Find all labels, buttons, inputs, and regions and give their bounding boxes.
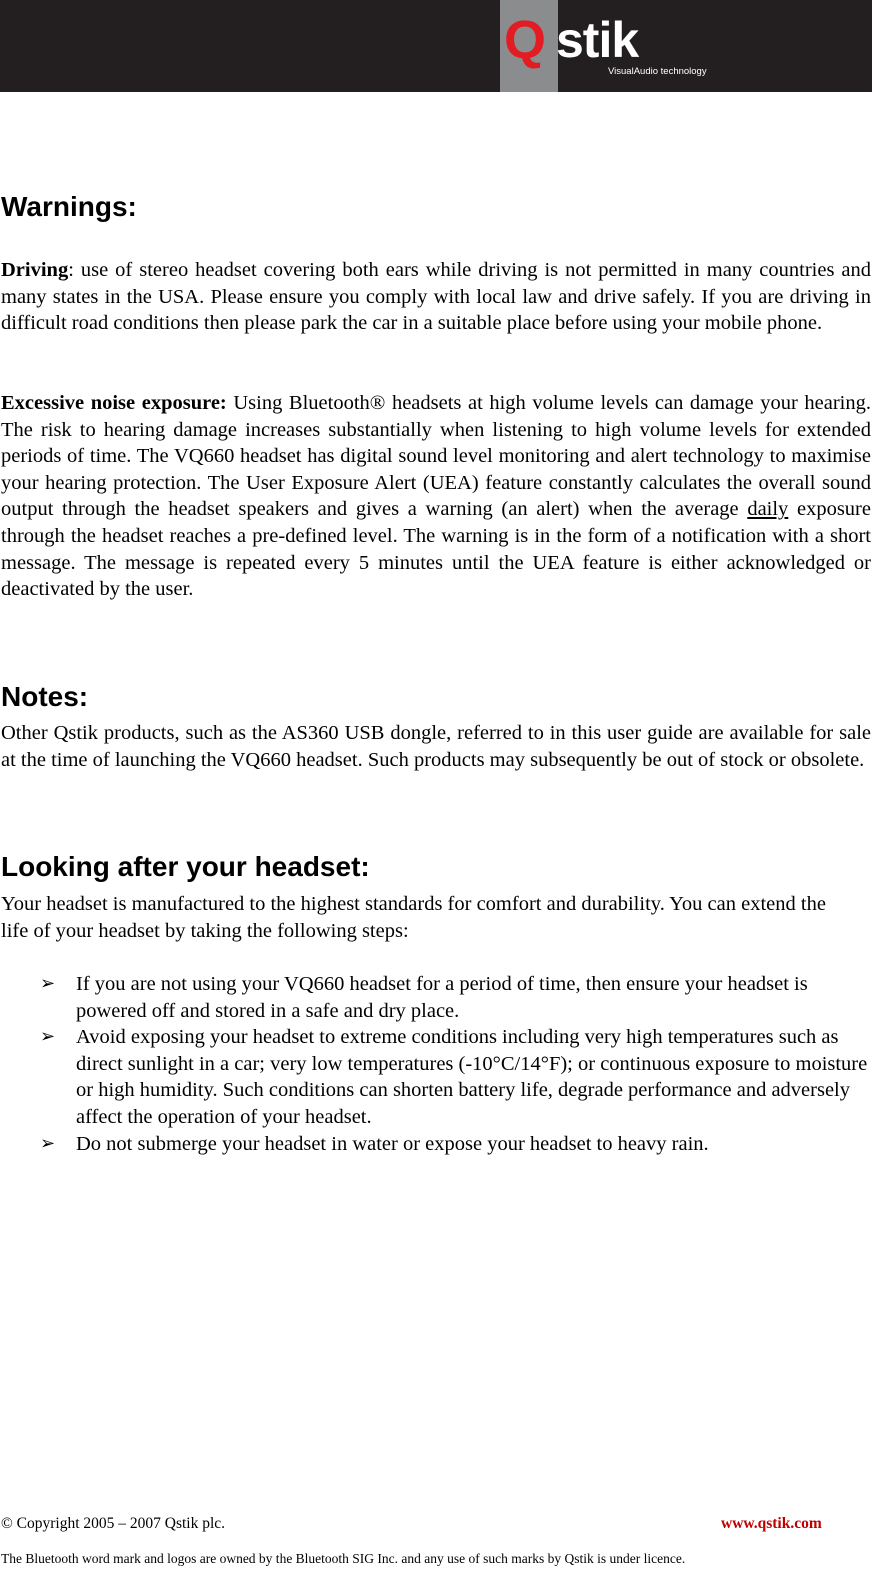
- notes-paragraph: Other Qstik products, such as the AS360 USB dongle, referred to in this user guide are available for sale at the time of launching the VQ660 headset. Such products may subsequently be out of stock or obsolete.: [1, 722, 871, 771]
- arrow-bullet-icon: ➢: [40, 1132, 56, 1154]
- driving-paragraph: [1, 257, 871, 337]
- list-item-text: Do not submerge your headset in water or expose your headset to heavy rain.: [76, 1132, 709, 1155]
- list-item-text: Avoid exposing your headset to extreme conditions including very high temperatures such as direct sunlight in a car; very low temperatures (-10°C/14°F); or continuous exposure to moisture or high humidity. Such conditions can shorten battery life, degrade performance and adversely affect the operation of your headset.: [76, 1026, 868, 1128]
- list-item: [40, 1131, 872, 1158]
- noise-underlined-word: daily: [747, 498, 789, 521]
- arrow-bullet-icon: ➢: [40, 1026, 56, 1048]
- list-item: [40, 971, 872, 1024]
- noise-text-1: Using Bluetooth® headsets at high volume levels can damage your hearing. The risk to hearing damage increases substantially when listening to high volume levels for extended periods of time. The VQ660 headset has digital sound level monitoring and alert technology to maximise your hearing protection. The User Exposure Alert (UEA) feature constantly calculates the overall sound output through the headset speakers and gives a warning (an alert) when the average: [1, 392, 871, 521]
- care-heading: Looking after your headset:: [1, 851, 370, 882]
- noise-paragraph: [1, 390, 871, 603]
- footer-trademark-note: The Bluetooth word mark and logos are owned by the Bluetooth SIG Inc. and any use of such marks by Qstik is under licence.: [1, 1551, 686, 1566]
- driving-label: Driving: [1, 259, 69, 281]
- notes-heading: Notes:: [1, 681, 89, 712]
- list-item: [40, 1024, 872, 1130]
- noise-label: Excessive noise exposure:: [1, 392, 227, 414]
- noise-text-2: exposure through the headset reaches a pre-defined level. The warning is in the form of a notification with a short message. The message is repeated every 5 minutes until the UEA feature is either acknowledged or deactivated by the user.: [1, 498, 871, 601]
- footer-website-link[interactable]: www.qstik.com: [721, 1515, 822, 1532]
- list-item-text: If you are not using your VQ660 headset for a period of time, then ensure your headset is powered off and stored in a safe and dry place.: [76, 973, 808, 1022]
- logo-stik: stik: [556, 12, 639, 68]
- arrow-bullet-icon: ➢: [40, 973, 56, 994]
- footer-copyright: © Copyright 2005 – 2007 Qstik plc.: [1, 1515, 226, 1532]
- logo-tagline: VisualAudio technology: [608, 66, 707, 77]
- warnings-heading: Warnings:: [1, 191, 137, 222]
- care-list: [40, 971, 872, 1157]
- care-intro: Your headset is manufactured to the highest standards for comfort and durability. You can extend the life of your headset by taking the following steps:: [1, 893, 826, 942]
- page-header: [0, 0, 872, 92]
- logo-q: Q: [504, 10, 547, 70]
- driving-text: : use of stereo headset covering both ears while driving is not permitted in many countries and many states in the USA. Please ensure you comply with local law and drive safely. If you are driving in difficult road conditions then please park the car in a suitable place before using your mobile phone.: [1, 259, 871, 335]
